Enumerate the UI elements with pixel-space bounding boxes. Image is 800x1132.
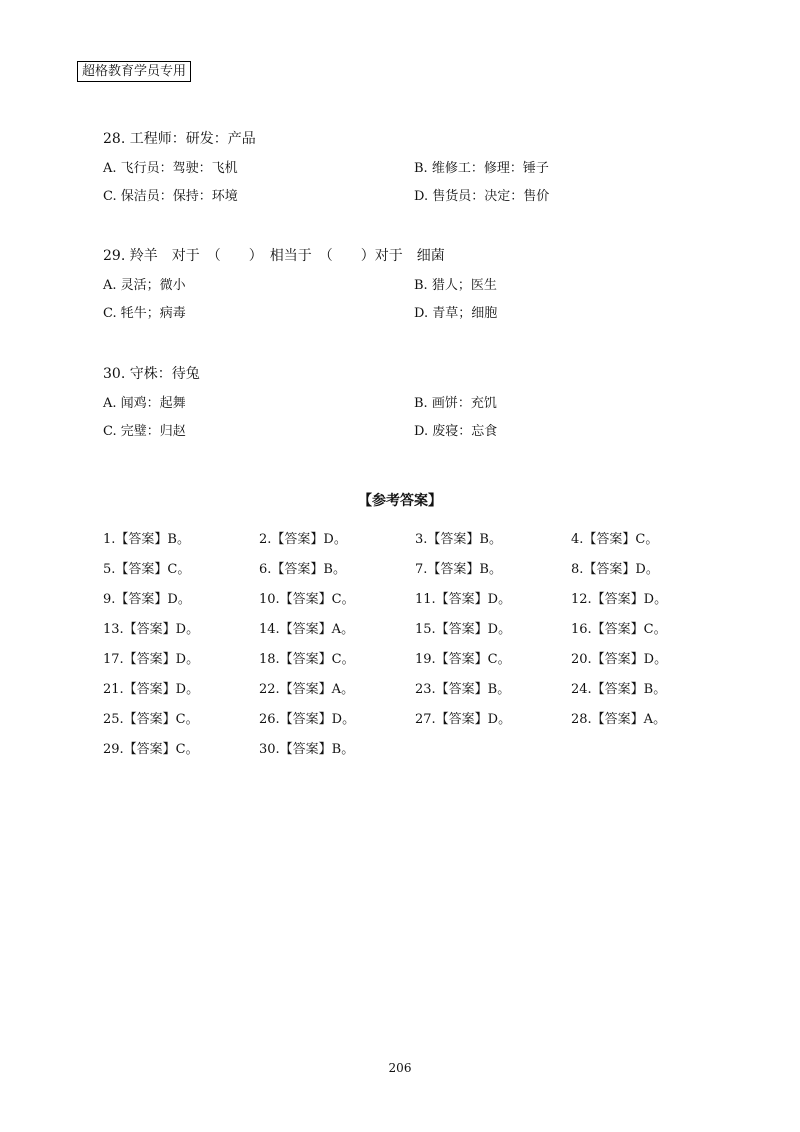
option-c: C. 牦牛；病毒 [103,306,186,321]
answer-item: 12.【答案】D。 [571,592,668,607]
option-b: B. 猎人；医生 [414,278,497,293]
page-number: 206 [388,1061,412,1075]
answers-title: 【参考答案】 [358,493,442,509]
answer-item: 6.【答案】B。 [259,562,346,577]
answer-item: 20.【答案】D。 [571,652,668,667]
answer-item: 18.【答案】C。 [259,652,355,667]
option-d: D. 售货员：决定：售价 [414,189,550,204]
answer-item: 25.【答案】C。 [103,712,199,727]
answer-item: 4.【答案】C。 [571,532,659,547]
answer-item: 23.【答案】B。 [415,682,511,697]
answer-item: 5.【答案】C。 [103,562,191,577]
option-d: D. 废寝：忘食 [414,424,498,439]
answer-item: 8.【答案】D。 [571,562,659,577]
answer-item: 15.【答案】D。 [415,622,512,637]
answer-item: 1.【答案】B。 [103,532,190,547]
answer-item: 13.【答案】D。 [103,622,200,637]
option-c: C. 保洁员：保持：环境 [103,189,238,204]
answer-item: 9.【答案】D。 [103,592,191,607]
answer-item: 26.【答案】D。 [259,712,356,727]
answer-item: 27.【答案】D。 [415,712,512,727]
question-stem: 28. 工程师：研发：产品 [103,131,256,147]
option-a: A. 闻鸡：起舞 [103,396,186,411]
answers-grid [103,530,723,770]
answer-item: 14.【答案】A。 [259,622,355,637]
answer-item: 30.【答案】B。 [259,742,355,757]
answer-item: 3.【答案】B。 [415,532,502,547]
answer-item: 22.【答案】A。 [259,682,355,697]
answer-item: 7.【答案】B。 [415,562,502,577]
question-stem: 29. 羚羊 对于 （ ） 相当于 （ ）对于 细菌 [103,248,445,264]
answer-item: 17.【答案】D。 [103,652,200,667]
answer-item: 28.【答案】A。 [571,712,667,727]
answer-item: 19.【答案】C。 [415,652,511,667]
option-b: B. 画饼：充饥 [414,396,497,411]
answer-item: 21.【答案】D。 [103,682,200,697]
option-a: A. 飞行员：驾驶：飞机 [103,161,238,176]
question-stem: 30. 守株：待兔 [103,366,200,382]
option-b: B. 维修工：修理：锤子 [414,161,549,176]
answer-item: 16.【答案】C。 [571,622,667,637]
answer-item: 11.【答案】D。 [415,592,512,607]
answer-item: 24.【答案】B。 [571,682,667,697]
header-label: 超格教育学员专用 [77,61,191,82]
option-c: C. 完璧：归赵 [103,424,186,439]
answer-item: 29.【答案】C。 [103,742,199,757]
option-a: A. 灵活；微小 [103,278,186,293]
answer-item: 2.【答案】D。 [259,532,347,547]
option-d: D. 青草；细胞 [414,306,498,321]
answer-item: 10.【答案】C。 [259,592,355,607]
